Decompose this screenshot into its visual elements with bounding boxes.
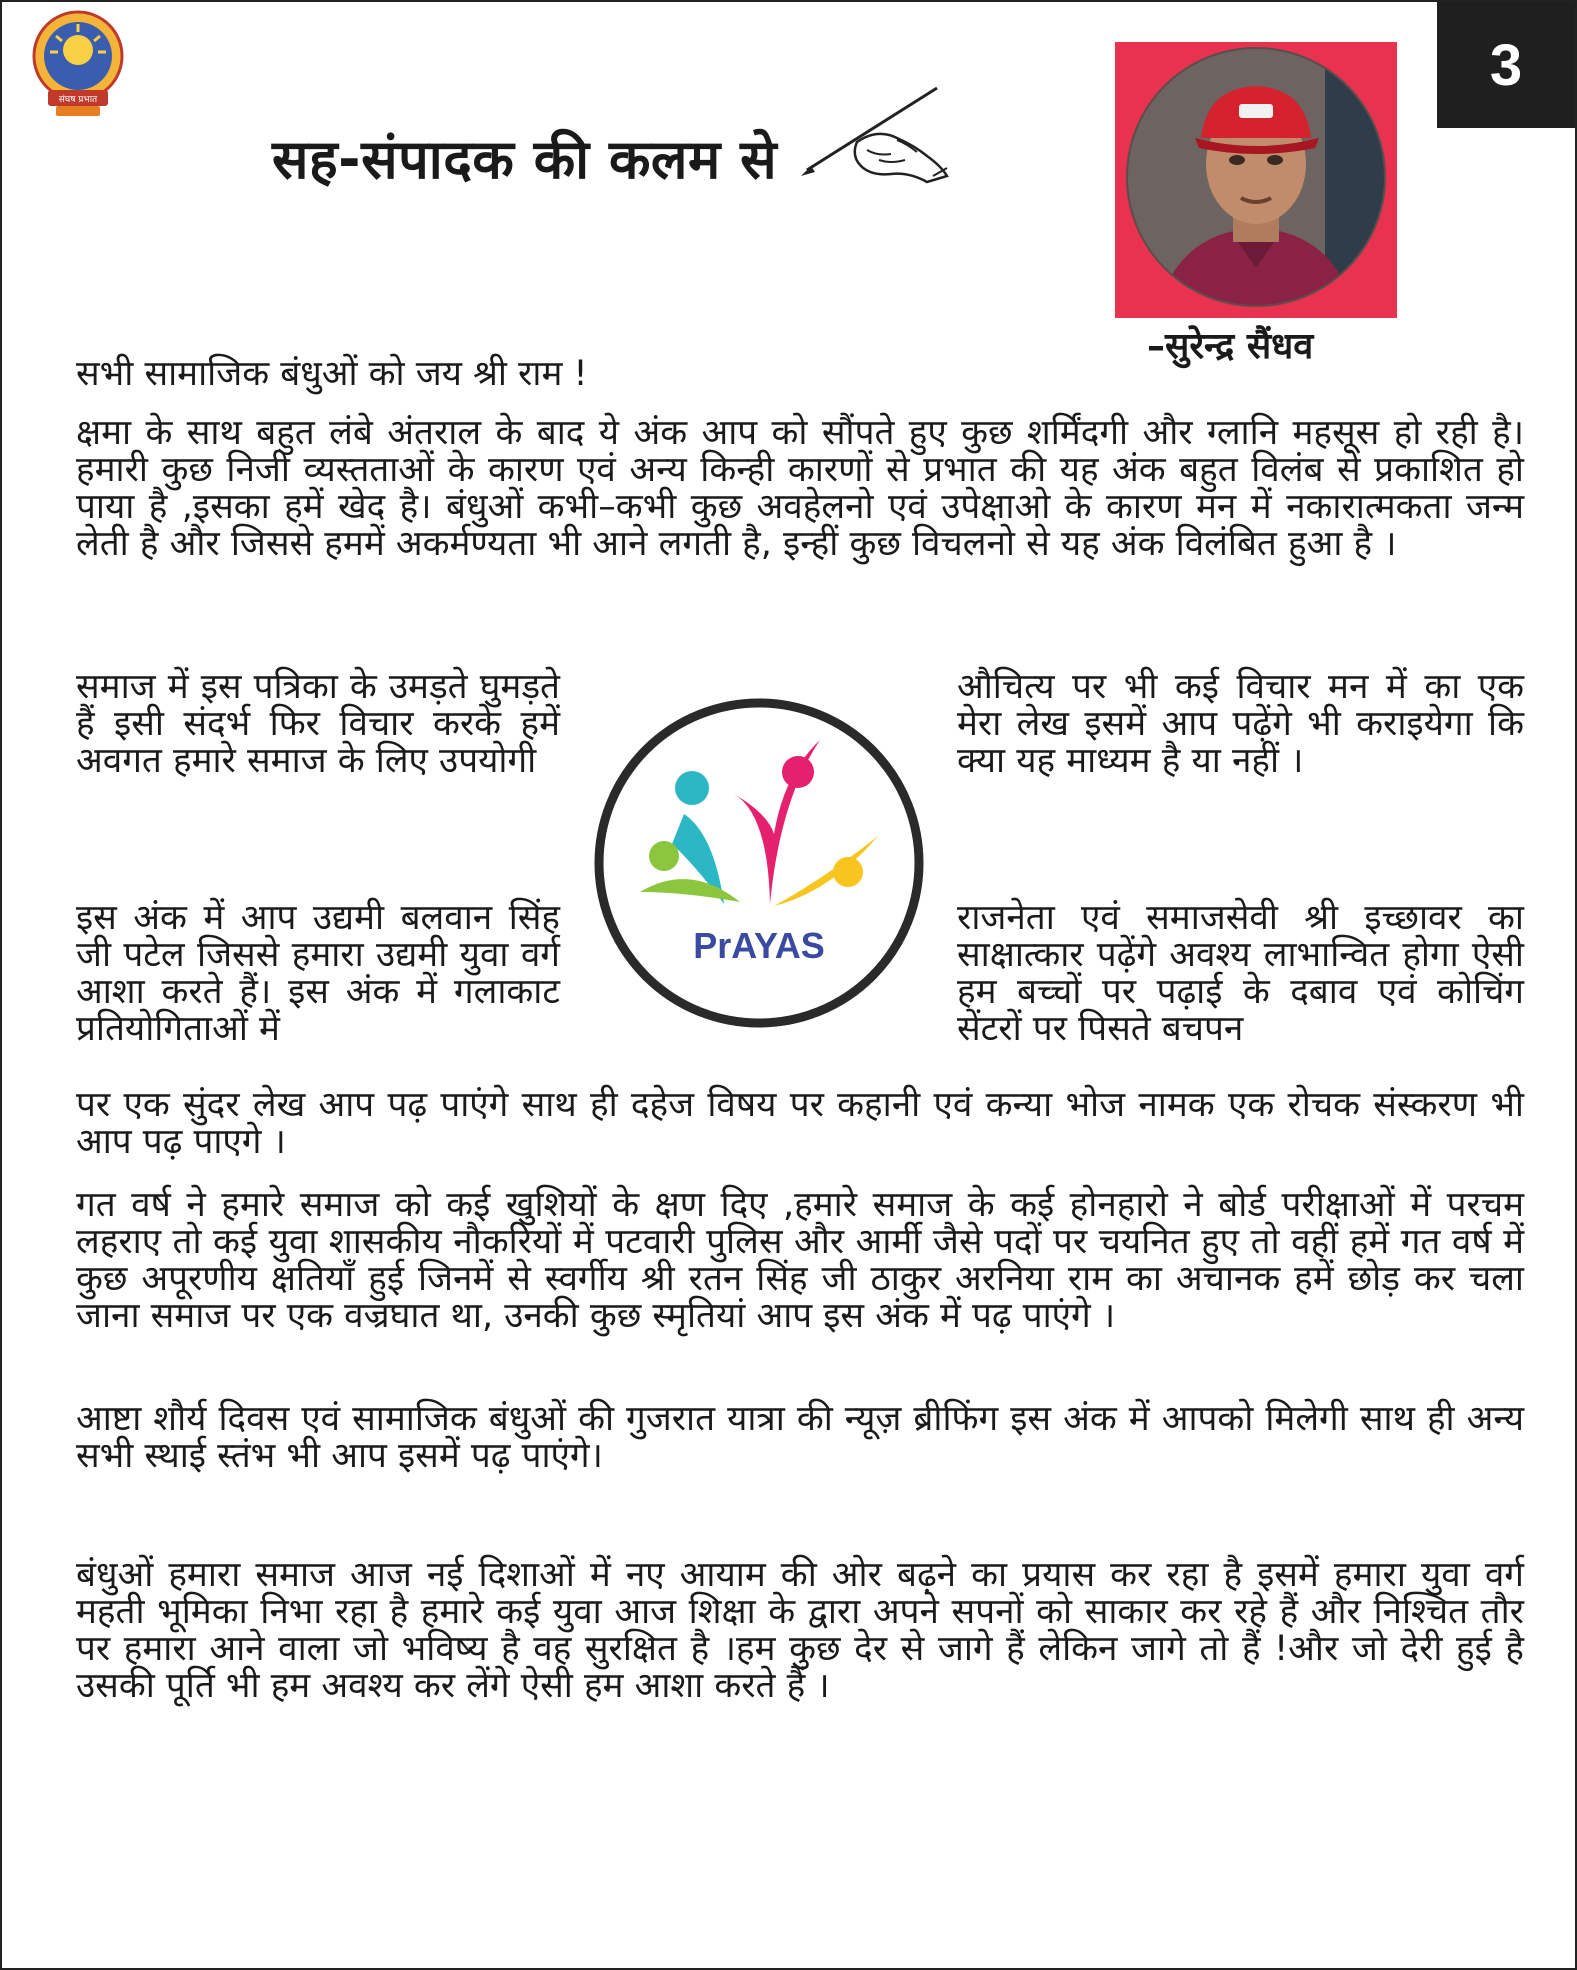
paragraph-3-left: इस अंक में आप उद्यमी बलवान सिंह जी पटेल जिससे हमारा उद्यमी युवा वर्ग आशा करते हैं। इस अंक में गलाकाट प्रतियोगिताओं में: [76, 898, 560, 1049]
author-name: –सुरेन्द्र सैंधव: [1147, 326, 1314, 367]
paragraph-3-right: राजनेता एवं समाजसेवी श्री इच्छावर का साक्षात्कार पढ़ेंगे अवश्य लाभान्वित होगा ऐसी हम बच्चों पर पढ़ाई के दबाव एवं कोचिंग सेंटरों पर पिसते बचपन: [957, 898, 1524, 1049]
greeting: सभी सामाजिक बंधुओं को जय श्री राम !: [76, 354, 588, 394]
svg-text:संघष प्रभात: संघष प्रभात: [58, 95, 98, 105]
page-title: सह-संपादक की कलम से: [272, 128, 778, 191]
author-portrait: [1115, 42, 1397, 318]
paragraph-6: बंधुओं हमारा समाज आज नई दिशाओं में नए आयाम की ओर बढ़ने का प्रयास कर रहा है इसमें हमारा युवा वर्ग महती भूमिका निभा रहा है हमारे कई युवा आज शिक्षा के द्वारा अपने सपनों को साकार कर रहे हैं और निश्चित तौर पर हमारा आने वाला जो भविष्य है वह सुरक्षित है ।हम कुछ देर से जागे हैं लेकिन जागे तो हैं !और जो देरी हुई है उसकी पूर्ति भी हम अवश्य कर लेंगे ऐसी हम आशा करते हैं ।: [76, 1555, 1524, 1706]
paragraph-3-continued: पर एक सुंदर लेख आप पढ़ पाएंगे साथ ही दहेज विषय पर कहानी एवं कन्या भोज नामक एक रोचक संस्करण भी आप पढ़ पाएगे ।: [76, 1085, 1524, 1162]
writing-pen-icon: [787, 80, 952, 190]
organization-emblem: [26, 10, 130, 120]
paragraph-5: आष्टा शौर्य दिवस एवं सामाजिक बंधुओं की गुजरात यात्रा की न्यूज़ ब्रीफिंग इस अंक में आपको मिलेगी साथ ही अन्य सभी स्थाई स्तंभ भी आप इसमें पढ़ पाएंगे।: [76, 1399, 1524, 1476]
author-photo: [1115, 42, 1397, 318]
paragraph-2-left: समाज में इस पत्रिका के उमड़ते घुमड़ते हैं इसी संदर्भ फिर विचार करके हमें अवगत हमारे समाज के लिए उपयोगी: [76, 667, 560, 781]
paragraph-2-right: औचित्य पर भी कई विचार मन में का एक मेरा लेख इसमें आप पढ़ेंगे भी कराइयेगा कि क्या यह माध्यम है या नहीं ।: [957, 667, 1524, 781]
prayas-logo-text: PrAYAS: [693, 925, 825, 966]
paragraph-4: गत वर्ष ने हमारे समाज को कई खुशियों के क्षण दिए ,हमारे समाज के कई होनहारो ने बोर्ड परीक्षाओं में परचम लहराए तो कई युवा शासकीय नौकरियों में पटवारी पुलिस और आर्मी जैसे पदों पर चयनित हुए तो वहीं हमें गत वर्ष में कुछ अपूरणीय क्षतियाँ हुई जिनमें से स्वर्गीय श्री रतन सिंह जी ठाकुर अरनिया राम का अचानक हमें छोड़ कर चला जाना समाज पर एक वज्रघात था, उनकी कुछ स्मृतियां आप इस अंक में पढ़ पाएंगे ।: [76, 1185, 1524, 1336]
paragraph-1: क्षमा के साथ बहुत लंबे अंतराल के बाद ये अंक आप को सौंपते हुए कुछ शर्मिंदगी और ग्लानि महसूस हो रही है। हमारी कुछ निजी व्यस्तताओं के कारण एवं अन्य किन्ही कारणों से प्रभात की यह अंक बहुत विलंब से प्रकाशित हो पाया है ,इसका हमें खेद है। बंधुओं कभी–कभी कुछ अवहेलनो एवं उपेक्षाओ के कारण मन में नकारात्मकता जन्म लेती है और जिससे हममें अकर्मण्यता भी आने लगती है, इन्हीं कुछ विचलनो से यह अंक विलंबित हुआ है ।: [76, 413, 1524, 564]
prayas-logo: [592, 696, 926, 1030]
page-number: 3: [1437, 2, 1575, 128]
